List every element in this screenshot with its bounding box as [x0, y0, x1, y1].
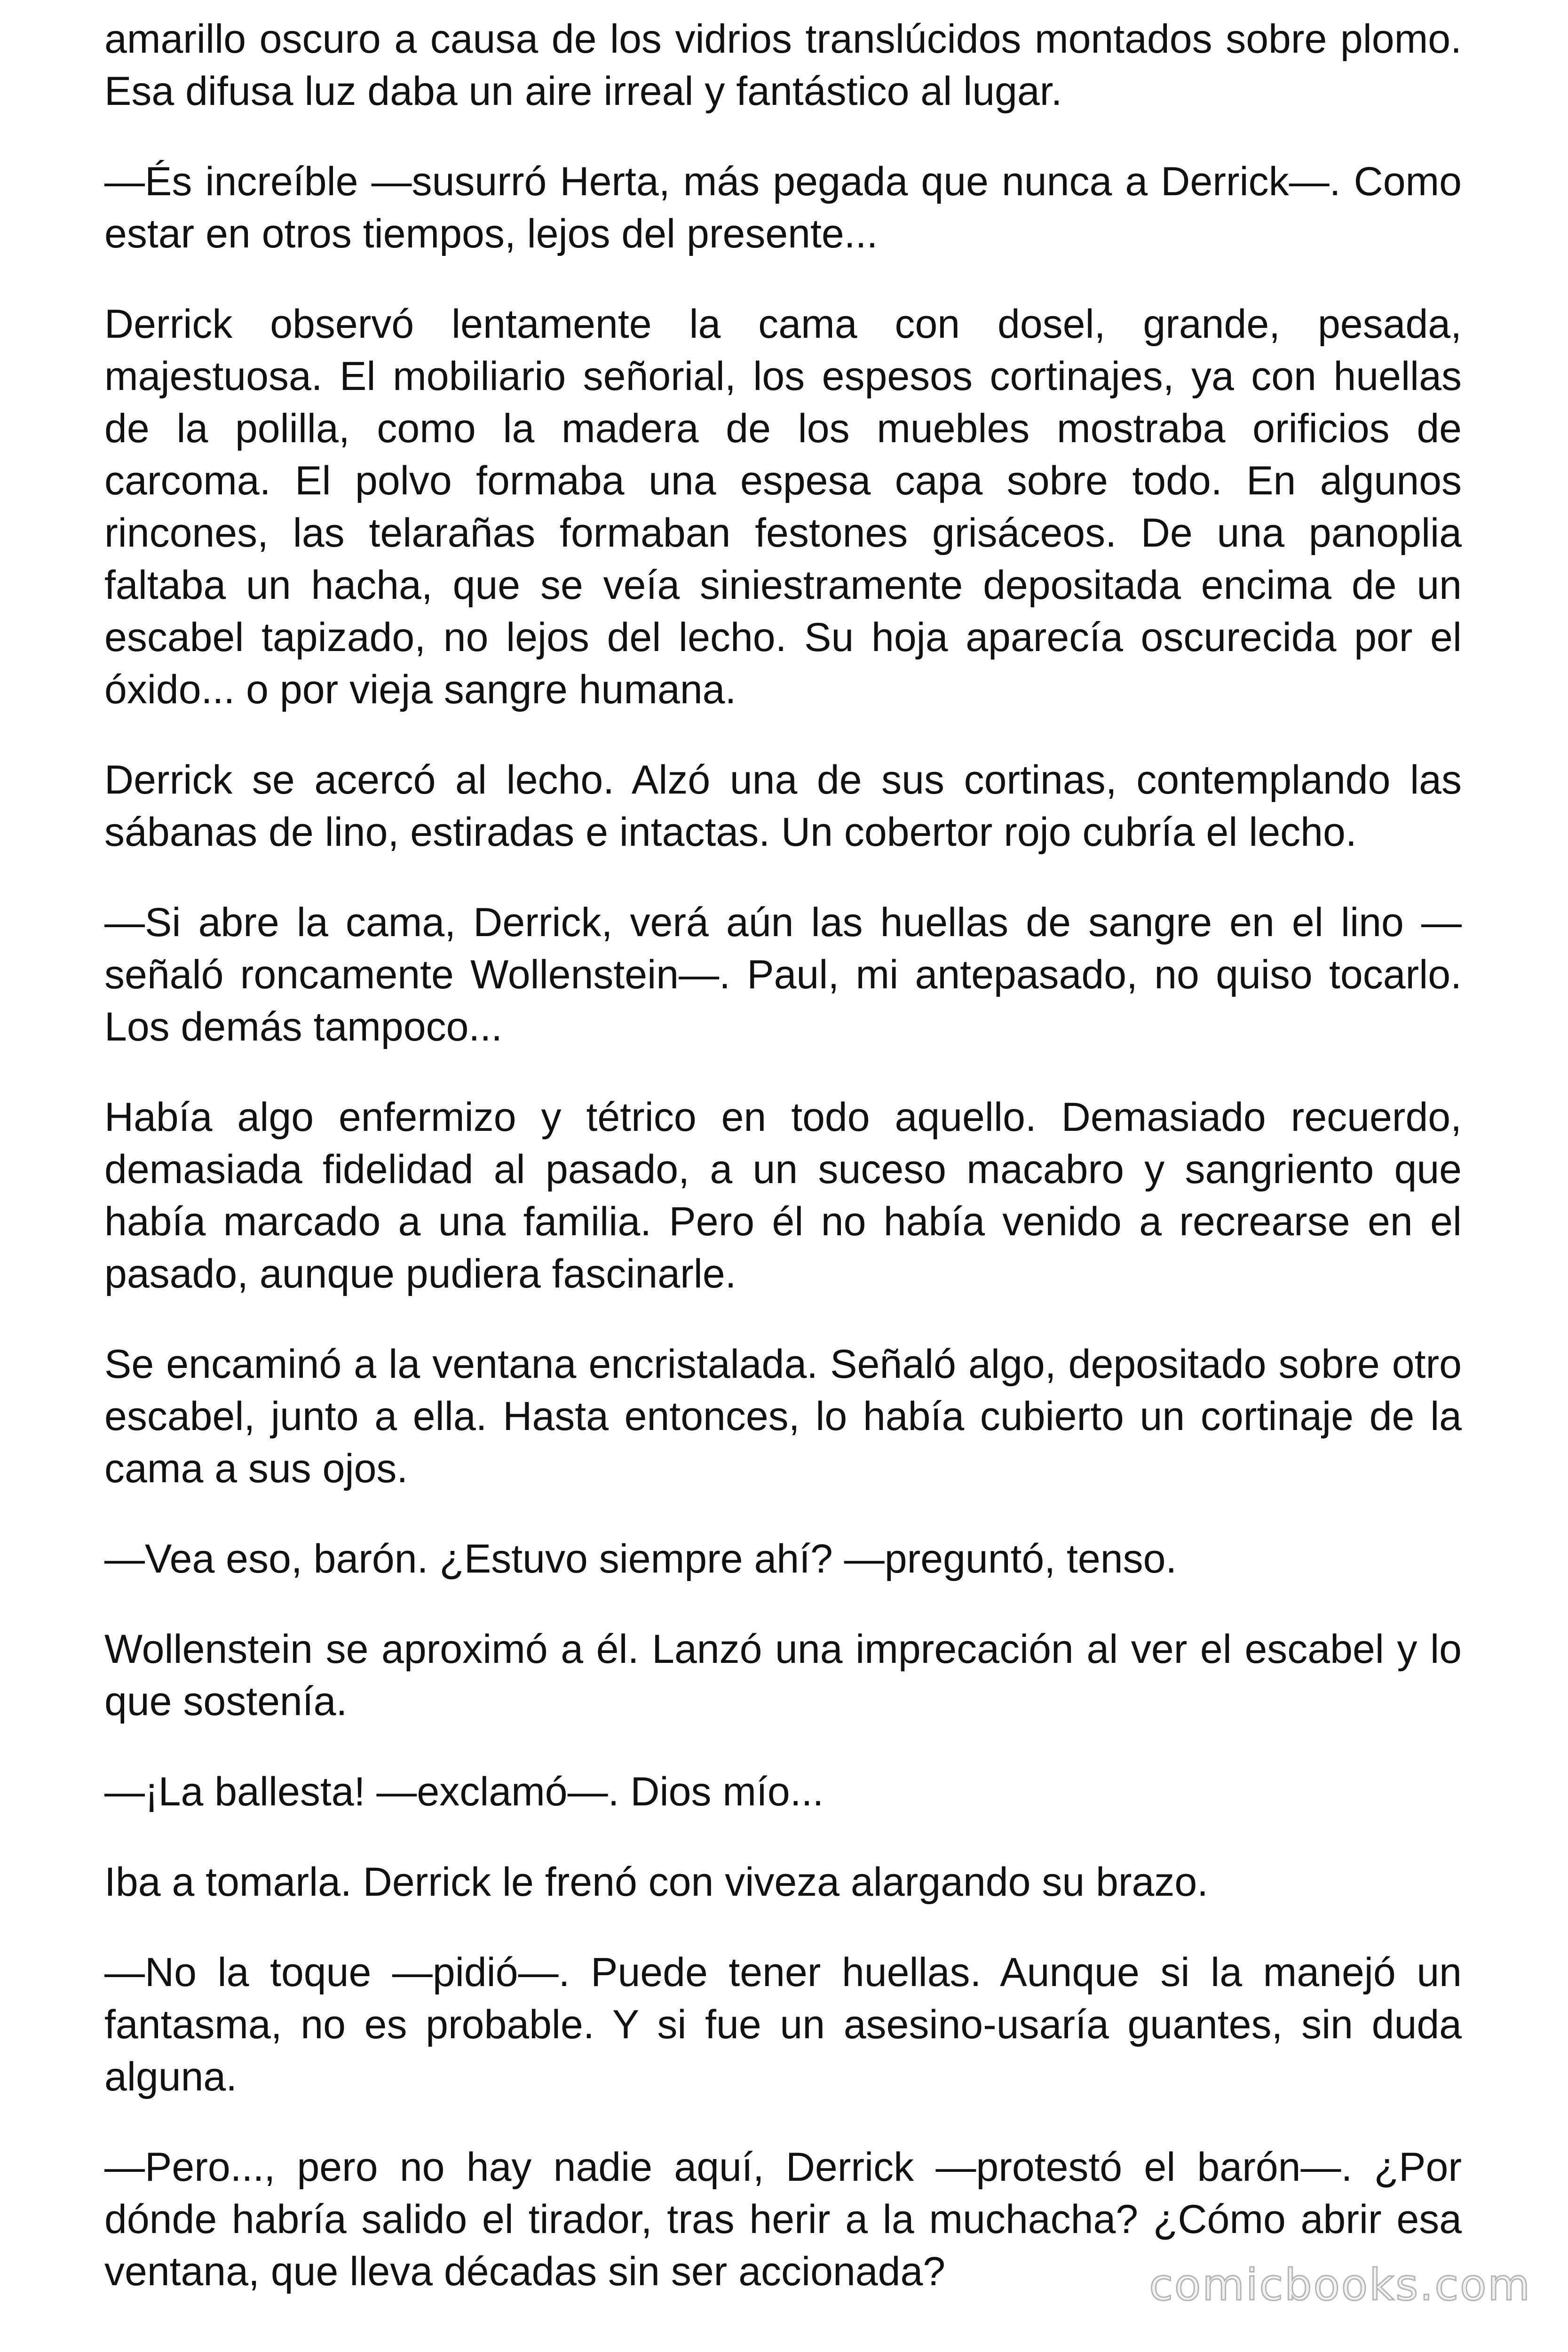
body-text — [104, 13, 1462, 2336]
paragraph-4: Derrick se acercó al lecho. Alzó una de sus cortinas, contemplando las sábanas de lino, estiradas e intactas. Un cobertor rojo cubría el lecho. — [104, 757, 1462, 855]
paragraph-3: Derrick observó lentamente la cama con dosel, grande, pesada, majestuosa. El mobiliario señorial, los espesos cortinajes, ya con huellas de la polilla, como la madera de los muebles mostraba orificios de carcoma. El polvo formaba una espesa capa sobre todo. En algunos rincones, las telarañas formaban festones grisáceos. De una panoplia faltaba un hacha, que se veía siniestramente depositada encima de un escabel tapizado, no lejos del lecho. Su hoja aparecía oscurecida por el óxido... o por vieja sangre humana. — [104, 302, 1462, 712]
paragraph-11: Iba a tomarla. Derrick le frenó con viveza alargando su brazo. — [104, 1859, 1209, 1905]
paragraph-9: Wollenstein se aproximó a él. Lanzó una imprecación al ver el escabel y lo que sostenía. — [104, 1627, 1462, 1724]
paragraph-7: Se encaminó a la ventana encristalada. Señaló algo, depositado sobre otro escabel, junto a ella. Hasta entonces, lo había cubierto un cortinaje de la cama a sus ojos. — [104, 1342, 1462, 1491]
paragraph-8: —Vea eso, barón. ¿Estuvo siempre ahí? —preguntó, tenso. — [104, 1536, 1177, 1581]
paragraph-13: —Pero..., pero no hay nadie aquí, Derrick —protestó el barón—. ¿Por dónde habría salido el tirador, tras herir a la muchacha? ¿Cómo abrir esa ventana, que lleva décadas sin ser accionada? — [104, 2145, 1462, 2294]
paragraph-1: amarillo oscuro a causa de los vidrios translúcidos montados sobre plomo. Esa difusa luz daba un aire irreal y fantástico al lugar. — [104, 16, 1462, 114]
paragraph-6: Había algo enfermizo y tétrico en todo aquello. Demasiado recuerdo, demasiada fidelidad al pasado, a un suceso macabro y sangriento que había marcado a una familia. Pero él no había venido a recrearse en el pasado, aunque pudiera fascinarle. — [104, 1095, 1462, 1296]
paragraph-10: —¡La ballesta! —exclamó—. Dios mío... — [104, 1769, 824, 1814]
site-watermark: comicbooks.com — [1149, 2260, 1531, 2310]
paragraph-12: —No la toque —pidió—. Puede tener huellas. Aunque si la manejó un fantasma, no es probable. Y si fue un asesino-usaría guantes, sin duda alguna. — [104, 1950, 1462, 2099]
paragraph-2: —És increíble —susurró Herta, más pegada que nunca a Derrick—. Como estar en otros tiempos, lejos del presente... — [104, 159, 1462, 256]
paragraph-5: —Si abre la cama, Derrick, verá aún las huellas de sangre en el lino —señaló roncamente Wollenstein—. Paul, mi antepasado, no quiso tocarlo. Los demás tampoco... — [104, 900, 1462, 1049]
